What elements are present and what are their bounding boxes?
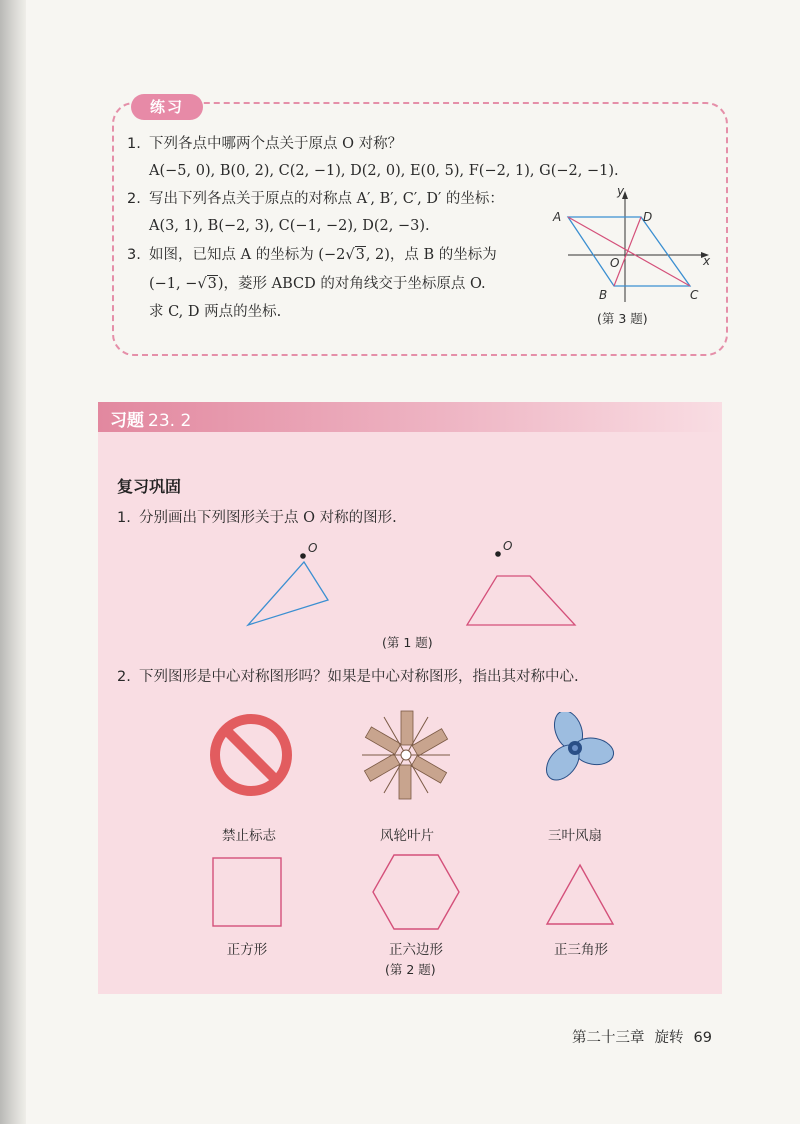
point-o-left xyxy=(300,553,306,559)
practice-q1 xyxy=(127,134,402,154)
exercise-q1 xyxy=(117,508,397,528)
exercise-q2 xyxy=(117,667,579,687)
label-d: D xyxy=(643,210,653,224)
q2-text: 写出下列各点关于原点的对称点 A′, B′, C′, D′ 的坐标： xyxy=(149,191,504,207)
ex-q1-text: 分别画出下列图形关于点 O 对称的图形. xyxy=(139,510,397,526)
sqrt-symbol: √3 xyxy=(197,276,217,292)
label-x: x xyxy=(703,254,711,268)
label-o: O xyxy=(610,256,620,270)
label-y: y xyxy=(617,184,625,198)
exercise-1-figure xyxy=(240,540,600,630)
label-triangle: 正三角形 xyxy=(554,942,608,958)
footer-chapter: 第二十三章 xyxy=(572,1030,645,1046)
page-number: 69 xyxy=(693,1030,712,1046)
figure-2-caption: (第 2 题) xyxy=(385,962,436,977)
diagonal-bd xyxy=(614,217,641,286)
practice-q2 xyxy=(127,189,504,209)
page-footer xyxy=(562,1026,712,1047)
practice-q3-line1: 3. 如图，已知点 A 的坐标为 (−2√3, 2)，点 B 的坐标为 xyxy=(127,247,497,263)
practice-q3-line3: 求 C, D 两点的坐标. xyxy=(149,304,282,320)
practice-tag: 练习 xyxy=(131,94,203,120)
q3-number: 3. xyxy=(127,247,141,263)
o-label-right: O xyxy=(503,539,513,553)
book-spine-shadow xyxy=(0,0,26,1124)
label-prohibition-sign: 禁止标志 xyxy=(222,828,276,844)
ex-q2-number: 2. xyxy=(117,669,131,685)
triangle-shape xyxy=(248,562,328,625)
footer-topic: 旋转 xyxy=(654,1030,684,1046)
three-blade-fan-icon xyxy=(528,712,618,802)
pinwheel-blades-icon xyxy=(358,707,454,803)
hexagon-icon xyxy=(370,852,462,932)
ex-q2-text: 下列图形是中心对称图形吗？如果是中心对称图形，指出其对称中心. xyxy=(139,669,579,685)
label-b: B xyxy=(599,288,608,302)
square-icon xyxy=(210,855,286,931)
label-a: A xyxy=(553,210,562,224)
label-c: C xyxy=(690,288,699,302)
point-o-right xyxy=(495,551,501,557)
diagonal-ac xyxy=(568,217,690,286)
label-square: 正方形 xyxy=(226,942,268,958)
figure-1-caption: (第 1 题) xyxy=(382,635,433,650)
trapezoid-shape xyxy=(467,576,575,625)
q1-text: 下列各点中哪两个点关于原点 O 对称？ xyxy=(149,136,403,152)
o-label-left: O xyxy=(308,541,318,555)
practice-q3-line2: (−1, −√3)，菱形 ABCD 的对角线交于坐标原点 O. xyxy=(149,276,486,292)
figure-3-caption: (第 3 题) xyxy=(597,311,648,326)
ex-q1-number: 1. xyxy=(117,510,131,526)
label-three-blade-fan: 三叶风扇 xyxy=(548,828,602,844)
practice-q1-points: A(−5, 0), B(0, 2), C(2, −1), D(2, 0), E(0, 5), F(−2, 1), G(−2, −1). xyxy=(149,163,619,179)
exercise-title: 习题 23. 2 xyxy=(110,411,192,431)
practice-q2-points: A(3, 1), B(−2, 3), C(−1, −2), D(2, −3). xyxy=(149,218,430,234)
q1-number: 1. xyxy=(127,136,141,152)
section-title-review: 复习巩固 xyxy=(117,477,182,496)
sqrt-symbol: √3 xyxy=(345,247,365,263)
label-hexagon: 正六边形 xyxy=(389,942,443,958)
prohibition-sign-icon xyxy=(206,710,296,800)
exercise-header-band xyxy=(98,402,722,432)
q2-number: 2. xyxy=(127,191,141,207)
label-pinwheel: 风轮叶片 xyxy=(380,828,434,844)
triangle-icon xyxy=(544,862,616,928)
